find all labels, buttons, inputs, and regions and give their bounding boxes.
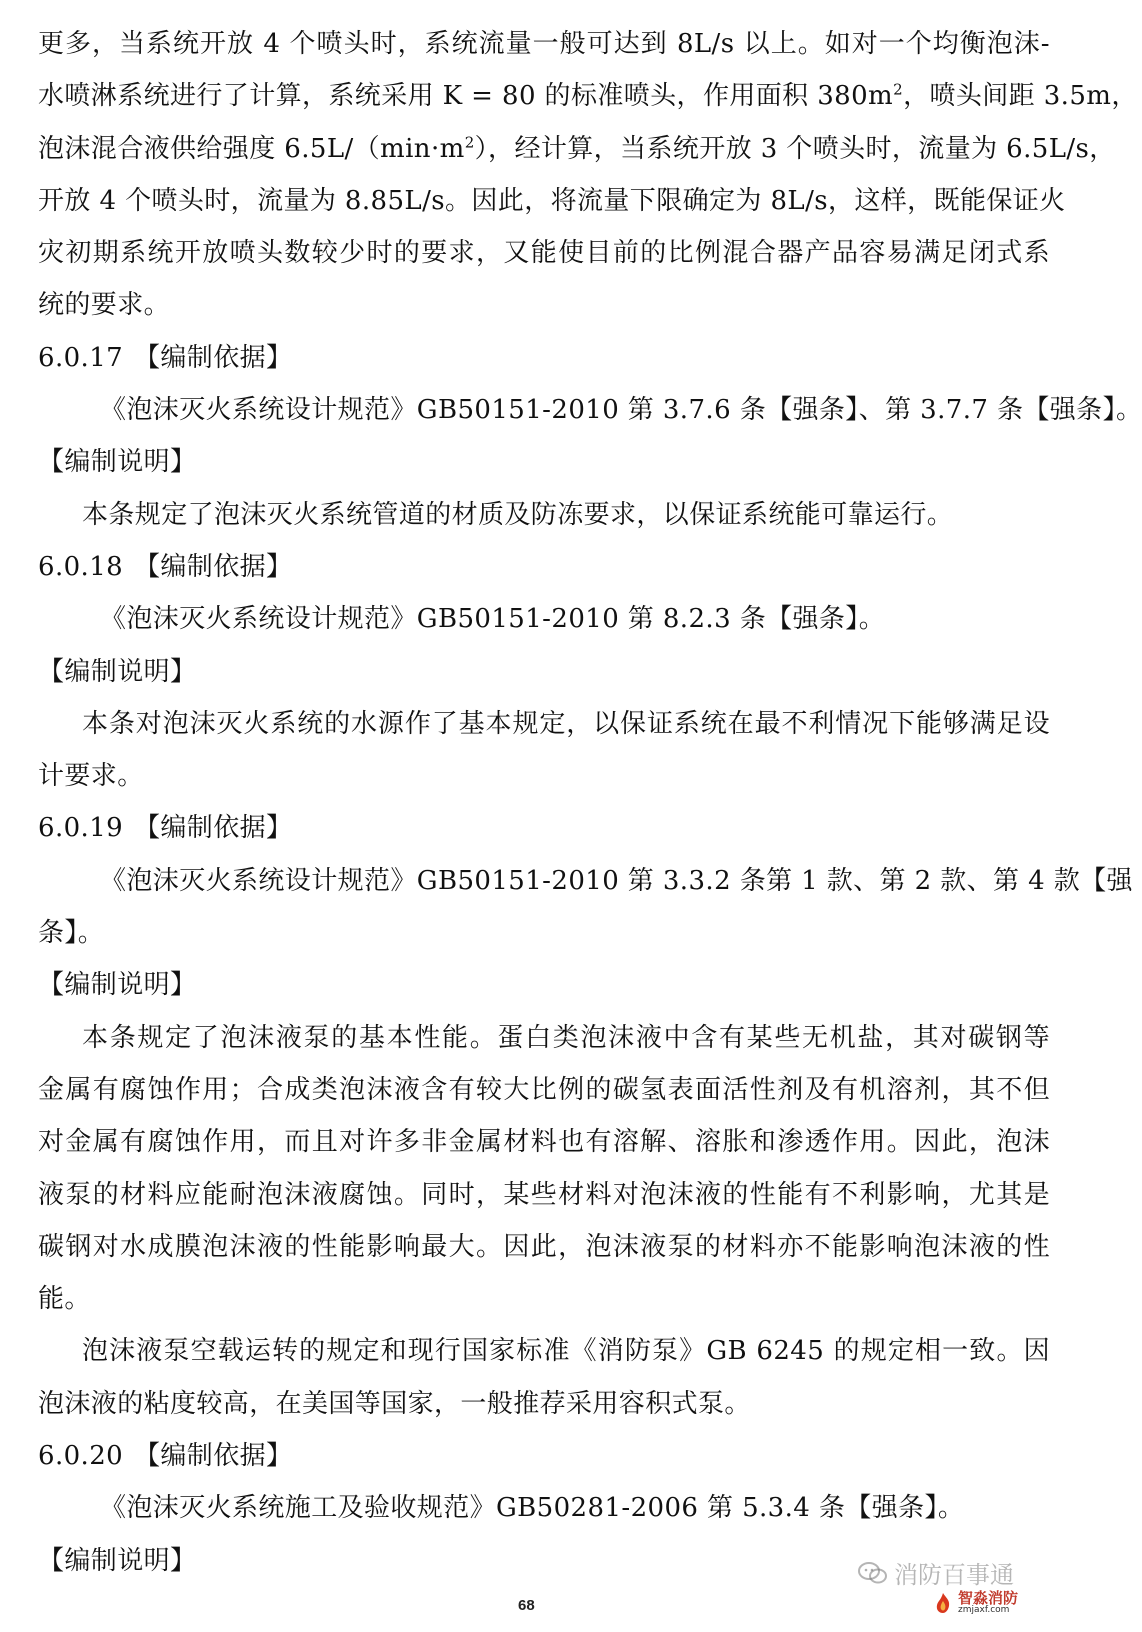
basis-text: 《泡沫灭火系统设计规范》GB50151-2010 第 3.7.6 条【强条】、第 3.7.7 条【强条】。	[100, 395, 1142, 426]
explanation-text: 碳钢对水成膜泡沫液的性能影响最大。因此，泡沫液泵的材料亦不能影响泡沫液的性	[38, 1231, 1050, 1262]
basis-text: 《泡沫灭火系统施工及验收规范》GB50281-2006 第 5.3.4 条【强条】。	[100, 1493, 965, 1524]
heading-label: 【编制依据】	[134, 813, 293, 844]
explanation-heading: 【编制说明】	[38, 970, 197, 1001]
logo-name: 智淼消防	[958, 1589, 1019, 1607]
explanation-text: 本条规定了泡沫灭火系统管道的材质及防冻要求，以保证系统能可靠运行。	[82, 499, 954, 530]
page-number: 68	[518, 1597, 535, 1614]
section-number: 6.0.20	[38, 1441, 124, 1472]
heading-label: 【编制依据】	[134, 1441, 293, 1472]
text-line: 灾初期系统开放喷头数较少时的要求，又能使目前的比例混合器产品容易满足闭式系	[38, 238, 1050, 269]
watermark	[858, 1555, 1014, 1590]
heading-label: 【编制依据】	[134, 342, 293, 373]
explanation-heading: 【编制说明】	[38, 656, 197, 687]
basis-text: 《泡沫灭火系统设计规范》GB50151-2010 第 3.3.2 条第 1 款、第 2 款、第 4 款【强	[100, 865, 1133, 896]
explanation-text: 计要求。	[38, 761, 144, 792]
text-line: 水喷淋系统进行了计算，系统采用 K = 80 的标准喷头，作用面积 $380m^2$，喷头间距 3.5m，	[38, 80, 1138, 112]
section-heading	[38, 802, 1050, 854]
section-number: 6.0.18	[38, 551, 124, 582]
section-heading	[38, 1430, 1050, 1482]
text-line: 泡沫混合液供给强度 $6.5L/(\min\cdot m^2)$，经计算，当系统开放 3 个喷头时，流量为 6.5L/s，	[38, 132, 1116, 164]
wechat-icon	[858, 1561, 888, 1585]
section-number: 6.0.19	[38, 813, 124, 844]
explanation-text: 本条规定了泡沫液泵的基本性能。蛋白类泡沫液中含有某些无机盐，其对碳钢等	[82, 1022, 1050, 1053]
document-page	[38, 18, 1142, 1587]
basis-text: 条】。	[38, 918, 105, 949]
explanation-text: 液泵的材料应能耐泡沫液腐蚀。同时，某些材料对泡沫液的性能有不利影响，尤其是	[38, 1179, 1050, 1210]
heading-label: 【编制依据】	[134, 551, 293, 582]
basis-text: 《泡沫灭火系统设计规范》GB50151-2010 第 8.2.3 条【强条】。	[100, 604, 886, 635]
section-heading	[38, 541, 1050, 593]
watermark-text: 消防百事通	[894, 1561, 1014, 1589]
explanation-heading: 【编制说明】	[38, 1545, 197, 1576]
section-heading	[38, 332, 1050, 384]
logo-text	[958, 1591, 1018, 1615]
explanation-text: 能。	[38, 1284, 91, 1315]
section-number: 6.0.17	[38, 342, 124, 373]
explanation-text: 本条对泡沫灭火系统的水源作了基本规定，以保证系统在最不利情况下能够满足设	[82, 708, 1050, 739]
text-line: 统的要求。	[38, 290, 171, 321]
explanation-text: 泡沫液泵空载运转的规定和现行国家标准《消防泵》GB 6245 的规定相一致。因	[82, 1336, 1050, 1367]
site-logo	[932, 1591, 1018, 1615]
text-line: 开放 4 个喷头时，流量为 8.85L/s。因此，将流量下限确定为 8L/s，这样，既能保证火	[38, 185, 1066, 216]
explanation-text: 泡沫液的粘度较高，在美国等国家，一般推荐采用容积式泵。	[38, 1388, 751, 1419]
text-line: 更多，当系统开放 4 个喷头时，系统流量一般可达到 8L/s 以上。如对一个均衡泡沫-	[38, 29, 1050, 59]
logo-url: zmjaxf.com	[958, 1605, 1010, 1615]
explanation-text: 对金属有腐蚀作用，而且对许多非金属材料也有溶解、溶胀和渗透作用。因此，泡沫	[38, 1127, 1050, 1158]
explanation-heading: 【编制说明】	[38, 447, 197, 478]
flame-logo-icon	[932, 1592, 954, 1614]
explanation-text: 金属有腐蚀作用；合成类泡沫液含有较大比例的碳氢表面活性剂及有机溶剂，其不但	[38, 1074, 1050, 1105]
page-footer	[0, 1561, 1080, 1627]
